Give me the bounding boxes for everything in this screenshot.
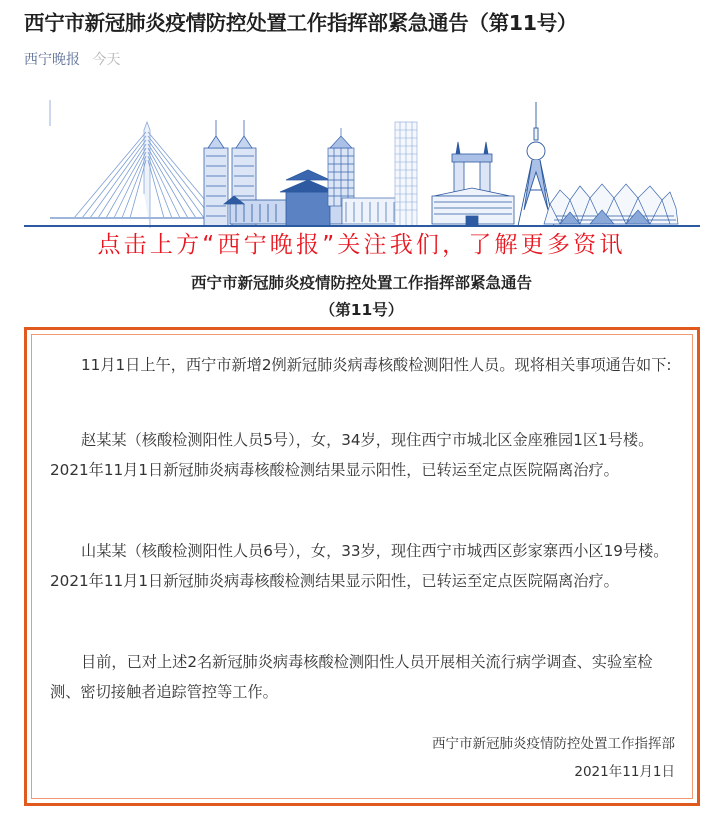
station-icon xyxy=(432,142,514,226)
bridge-icon xyxy=(50,100,224,228)
notice-paragraph-measures xyxy=(50,647,680,707)
paragraph-text: 赵某某（核酸检测阳性人员5号），女，34岁，现住西宁市城北区金座雅园1区1号楼。2021年11月1日新冠肺炎病毒核酸检测结果显示阳性，已转运至定点医院隔离治疗。 xyxy=(50,431,654,479)
follow-promo-text: 点击上方“西宁晚报”关注我们，了解更多资讯 xyxy=(97,232,626,258)
notice-paragraph-case-6 xyxy=(50,536,680,596)
source-account-link[interactable]: 西宁晚报 xyxy=(24,52,80,68)
stadium-icon xyxy=(544,184,678,224)
skyline-banner-image xyxy=(24,100,700,228)
paragraph-text: 目前，已对上述2名新冠肺炎病毒核酸检测阳性人员开展相关流行病学调查、实验室检测、密切接触者追踪管控等工作。 xyxy=(50,653,653,701)
notice-heading: 西宁市新冠肺炎疫情防控处置工作指挥部紧急通告 xyxy=(190,274,532,292)
notice-paragraph-intro xyxy=(50,350,680,380)
paragraph-text: 山某某（核酸检测阳性人员6号），女，33岁，现住西宁市城西区彭家寨西小区19号楼。2021年11月1日新冠肺炎病毒核酸检测结果显示阳性，已转运至定点医院隔离治疗。 xyxy=(50,542,669,590)
article-meta xyxy=(24,50,120,70)
signature-date: 2021年11月1日 xyxy=(574,764,675,780)
paragraph-text: 11月1日上午，西宁市新增2例新冠肺炎病毒核酸检测阳性人员。现将相关事项通告如下: xyxy=(81,356,672,374)
publish-time: 今天 xyxy=(92,52,121,68)
notice-number: （第11号） xyxy=(319,301,404,319)
article-title: 西宁市新冠肺炎疫情防控处置工作指挥部紧急通告（第11号） xyxy=(24,11,578,35)
notice-paragraph-case-5 xyxy=(50,425,680,485)
skyscraper-icon xyxy=(395,122,417,226)
tv-tower-icon xyxy=(518,102,554,226)
signature-issuer: 西宁市新冠肺炎疫情防控处置工作指挥部 xyxy=(432,736,675,752)
